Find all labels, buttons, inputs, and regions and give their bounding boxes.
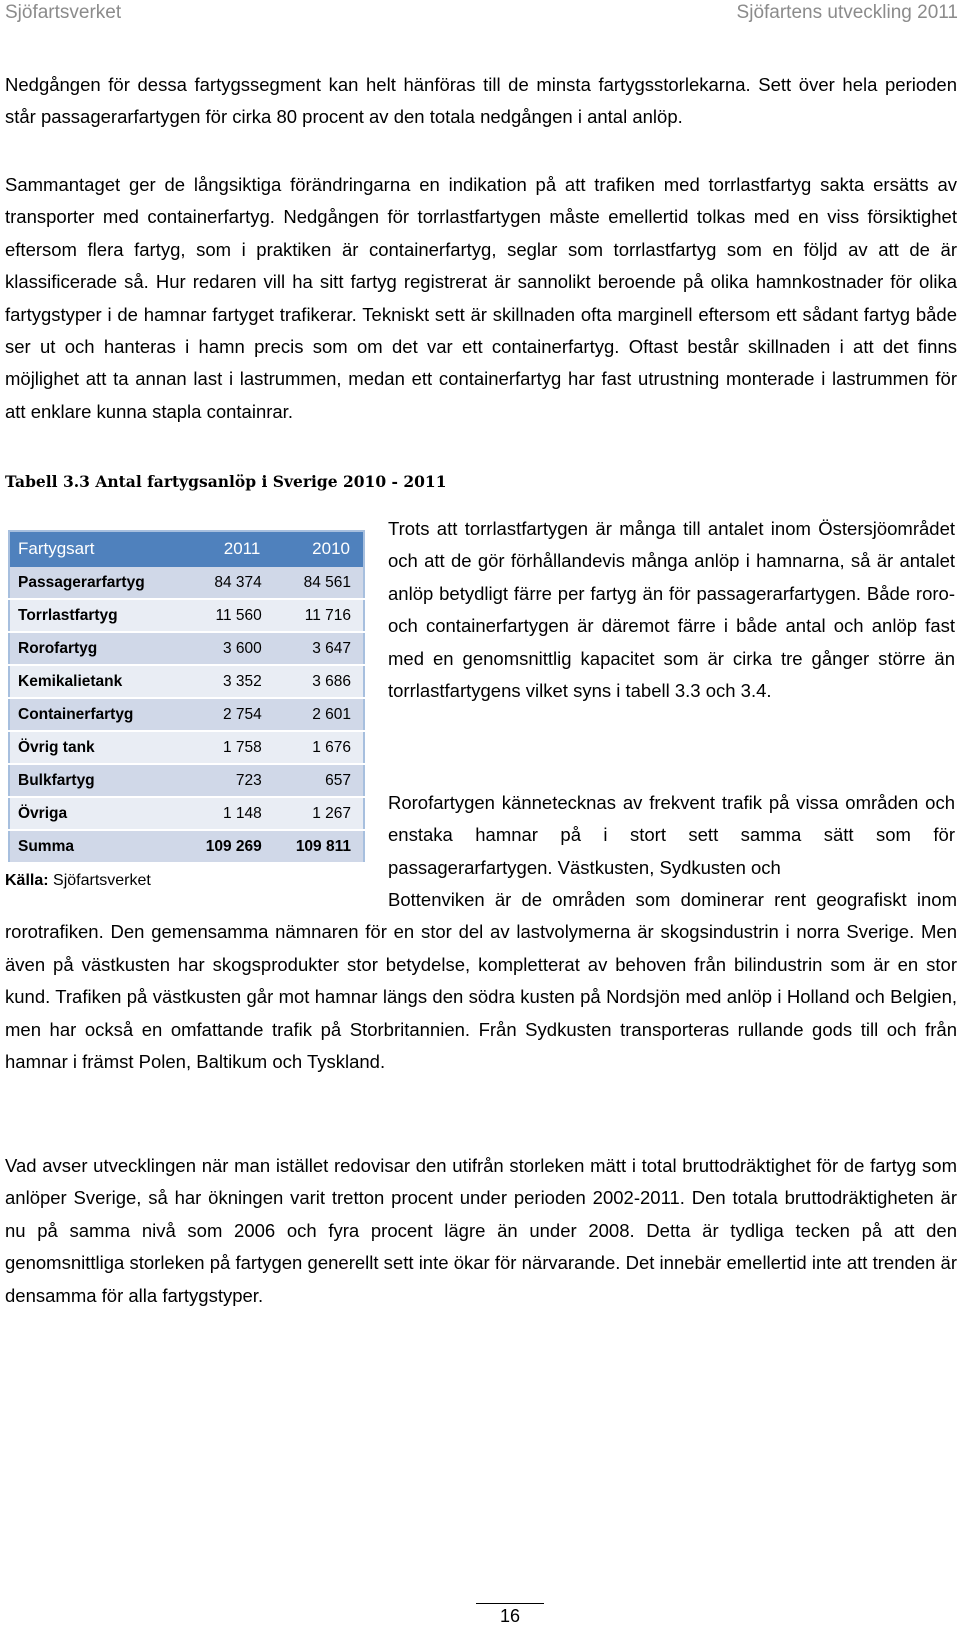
row-value-2010: 1 676 — [274, 731, 364, 764]
side-paragraph-1: Trots att torrlastfartygen är många till antalet inom Östersjöområdet och att de gör förhållandevis många anlöp i hamnarna, så är antalet anlöp betydligt färre per fartyg än för passagerarfartygen. Både roro- och containerfartygen är däremot färre i både antal och anlöp fast med en genomsnittlig kapacitet som är cirka tre gånger större än torrlastfartygens vilket syns i tabell 3.3 och 3.4. — [388, 518, 955, 702]
table-row — [9, 567, 364, 600]
sum-label: Summa — [9, 830, 184, 863]
page-number: 16 — [499, 1606, 521, 1626]
flow-paragraph — [5, 884, 957, 1078]
row-value-2010: 3 686 — [274, 665, 364, 698]
header-title: Sjöfartens utveckling 2011 — [736, 2, 958, 23]
header-cell-2011: 2011 — [184, 531, 274, 567]
paragraph-3: Vad avser utvecklingen när man istället redovisar den utifrån storleken mätt i total bruttodräktighet för de fartyg som anlöper Sverige, så har ökningen varit tretton procent under perioden 2002-2011. Den totala bruttodräktigheten är nu på samma nivå som 2006 och fyra procent lägre än under 2008. Detta är tydliga tecken på att den genomsnittliga storleken på fartygen generellt sett inte ökar för närvarande. Det innebär emellertid inte att trenden är densamma för alla fartygstyper. — [5, 1155, 957, 1306]
table-row — [9, 731, 364, 764]
row-value-2011: 1 148 — [184, 797, 274, 830]
row-value-2010: 11 716 — [274, 599, 364, 632]
table-caption: Tabell 3.3 Antal fartygsanlöp i Sverige 2010 - 2011 — [5, 472, 447, 491]
row-label: Rorofartyg — [9, 632, 184, 665]
row-value-2011: 2 754 — [184, 698, 274, 731]
table-row — [9, 764, 364, 797]
row-label: Övrig tank — [9, 731, 184, 764]
row-label: Passagerarfartyg — [9, 567, 184, 600]
table-row — [9, 797, 364, 830]
table-header-row — [9, 531, 364, 567]
header-cell-2010: 2010 — [274, 531, 364, 567]
row-label: Containerfartyg — [9, 698, 184, 731]
sum-value-2010: 109 811 — [274, 830, 364, 863]
page-header — [0, 0, 960, 30]
row-value-2011: 3 352 — [184, 665, 274, 698]
footer-divider — [476, 1603, 544, 1604]
table-row — [9, 665, 364, 698]
row-value-2011: 3 600 — [184, 632, 274, 665]
row-value-2011: 11 560 — [184, 599, 274, 632]
source-value: Sjöfartsverket — [48, 872, 151, 889]
ship-calls-table — [8, 530, 365, 864]
row-value-2011: 84 374 — [184, 567, 274, 600]
row-value-2010: 2 601 — [274, 698, 364, 731]
flow-paragraph-start: Bottenviken är de områden som dominerar rent geografiskt — [388, 889, 907, 910]
row-value-2010: 84 561 — [274, 567, 364, 600]
paragraph-1: Nedgången för dessa fartygssegment kan helt hänföras till de minsta fartygsstorlekarna. Sett över hela perioden står passagerarfartygen för cirka 80 procent av den totala nedgången i antal anlöp. — [5, 74, 957, 128]
table-row — [9, 599, 364, 632]
row-value-2011: 723 — [184, 764, 274, 797]
source-label: Källa: — [5, 872, 49, 889]
row-value-2010: 3 647 — [274, 632, 364, 665]
header-org: Sjöfartsverket — [5, 2, 122, 23]
row-value-2010: 1 267 — [274, 797, 364, 830]
side-paragraph-2: Rorofartygen kännetecknas av frekvent trafik på vissa områden och enstaka hamnar på i stort sett samma sätt som för passagerarfartygen. Västkusten, Sydkusten och — [388, 792, 955, 878]
row-label: Bulkfartyg — [9, 764, 184, 797]
table-row — [9, 632, 364, 665]
table-row — [9, 698, 364, 731]
row-label: Övriga — [9, 797, 184, 830]
paragraph-2: Sammantaget ger de långsiktiga förändringarna en indikation på att trafiken med torrlastfartyg sakta ersätts av transporter med containerfartyg. Nedgången för torrlastfartygen måste emellertid tolkas med en viss försiktighet eftersom flera fartyg, som i praktiken är containerfartyg, seglar som torrlastfartyg som en följd av att de är klassificerade så. Hur redaren vill ha sitt fartyg registrerat är sannolikt beroende på olika hamnkostnader för olika fartygstyper i de hamnar fartyget trafikerar. Tekniskt sett är skillnaden ofta marginell eftersom ett sådant fartyg både ser ut och hanteras i hamn precis som om det var ett containerfartyg. Oftast består skillnaden i att det finns möjlighet att ta annan last i lastrummen, medan ett containerfartyg har fast utrustning monterade i lastrummen för att enklare kunna stapla containrar. — [5, 174, 957, 422]
sum-value-2011: 109 269 — [184, 830, 274, 863]
row-value-2010: 657 — [274, 764, 364, 797]
header-cell-type: Fartygsart — [9, 531, 184, 567]
row-label: Torrlastfartyg — [9, 599, 184, 632]
table-sum-row — [9, 830, 364, 863]
flow-paragraph-rest: inom rorotrafiken. Den gemensamma nämnaren för en stor del av lastvolymerna är skogsindustrin i norra Sverige. Men även på västkusten har skogsprodukter stor betydelse, kompletterat av behoven från bilindustrin som är en stor kund. Trafiken på västkusten går mot hamnar längs den södra kusten på Nordsjön med anlöp i Holland och Belgien, men har också en omfattande trafik på Storbritannien. Från Sydkusten transporteras rullande gods till och från hamnar i främst Polen, Baltikum och Tyskland. — [5, 889, 957, 1073]
row-label: Kemikalietank — [9, 665, 184, 698]
row-value-2011: 1 758 — [184, 731, 274, 764]
